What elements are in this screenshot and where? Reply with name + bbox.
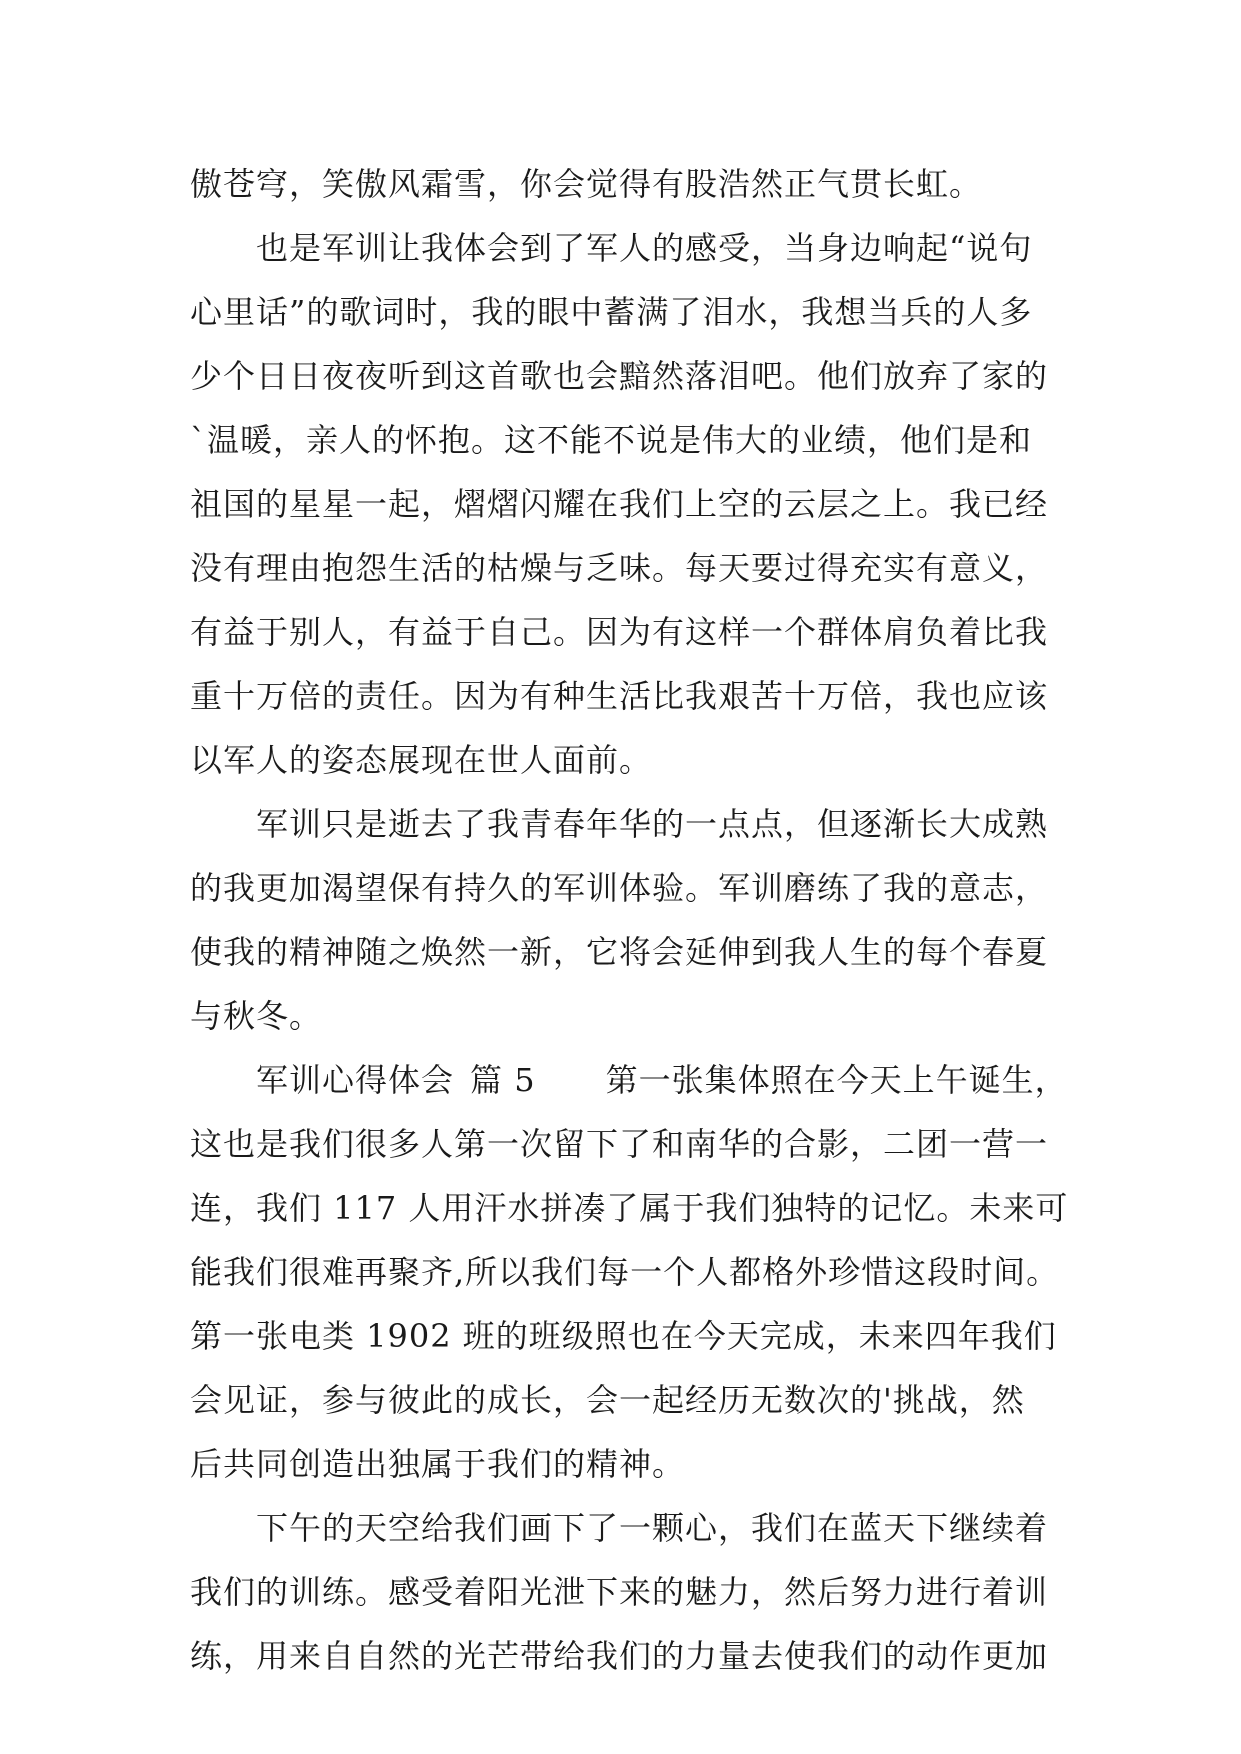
text-line: 连，我们 117 人用汗水拼凑了属于我们独特的记忆。未来可 bbox=[190, 1189, 1069, 1227]
text-line: 能我们很难再聚齐,所以我们每一个人都格外珍惜这段时间。 bbox=[190, 1253, 1060, 1291]
section-first-text: 第一张集体照在今天上午诞生， bbox=[605, 1061, 1068, 1099]
text-line: 重十万倍的责任。因为有种生活比我艰苦十万倍，我也应该 bbox=[190, 677, 1049, 715]
section-heading: 军训心得体会 bbox=[256, 1061, 455, 1099]
text-line: 祖国的星星一起，熠熠闪耀在我们上空的云层之上。我已经 bbox=[190, 485, 1049, 523]
text-line: 练，用来自自然的光芒带给我们的力量去使我们的动作更加 bbox=[190, 1637, 1049, 1675]
section-number: 篇 5 bbox=[470, 1061, 536, 1099]
text-line: 少个日日夜夜听到这首歌也会黯然落泪吧。他们放弃了家的 bbox=[190, 357, 1049, 395]
paragraph-start-line: 也是军训让我体会到了军人的感受，当身边响起“说句 bbox=[256, 229, 1033, 267]
text-line: 使我的精神随之焕然一新，它将会延伸到我人生的每个春夏 bbox=[190, 933, 1049, 971]
text-line: `温暖，亲人的怀抱。这不能不说是伟大的业绩，他们是和 bbox=[190, 421, 1033, 459]
paragraph-start-line: 下午的天空给我们画下了一颗心，我们在蓝天下继续着 bbox=[256, 1509, 1049, 1547]
section-heading-line bbox=[190, 1048, 1068, 1112]
article-body bbox=[190, 152, 1069, 1688]
text-line: 的我更加渴望保有持久的军训体验。军训磨练了我的意志， bbox=[190, 869, 1049, 907]
text-line: 第一张电类 1902 班的班级照也在今天完成，未来四年我们 bbox=[190, 1317, 1057, 1355]
text-line: 傲苍穹，笑傲风霜雪，你会觉得有股浩然正气贯长虹。 bbox=[190, 165, 983, 203]
text-line: 我们的训练。感受着阳光泄下来的魅力，然后努力进行着训 bbox=[190, 1573, 1049, 1611]
text-line: 以军人的姿态展现在世人面前。 bbox=[190, 741, 653, 779]
text-line: 与秋冬。 bbox=[190, 997, 323, 1035]
text-line: 这也是我们很多人第一次留下了和南华的合影，二团一营一 bbox=[190, 1125, 1049, 1163]
text-line: 没有理由抱怨生活的枯燥与乏味。每天要过得充实有意义， bbox=[190, 549, 1049, 587]
paragraph-start-line: 军训只是逝去了我青春年华的一点点，但逐渐长大成熟 bbox=[256, 805, 1049, 843]
text-line: 后共同创造出独属于我们的精神。 bbox=[190, 1445, 686, 1483]
text-line: 心里话”的歌词时，我的眼中蓄满了泪水，我想当兵的人多 bbox=[190, 293, 1033, 331]
text-line: 会见证，参与彼此的成长，会一起经历无数次的'挑战，然 bbox=[190, 1381, 1025, 1419]
text-line: 有益于别人，有益于自己。因为有这样一个群体肩负着比我 bbox=[190, 613, 1049, 651]
